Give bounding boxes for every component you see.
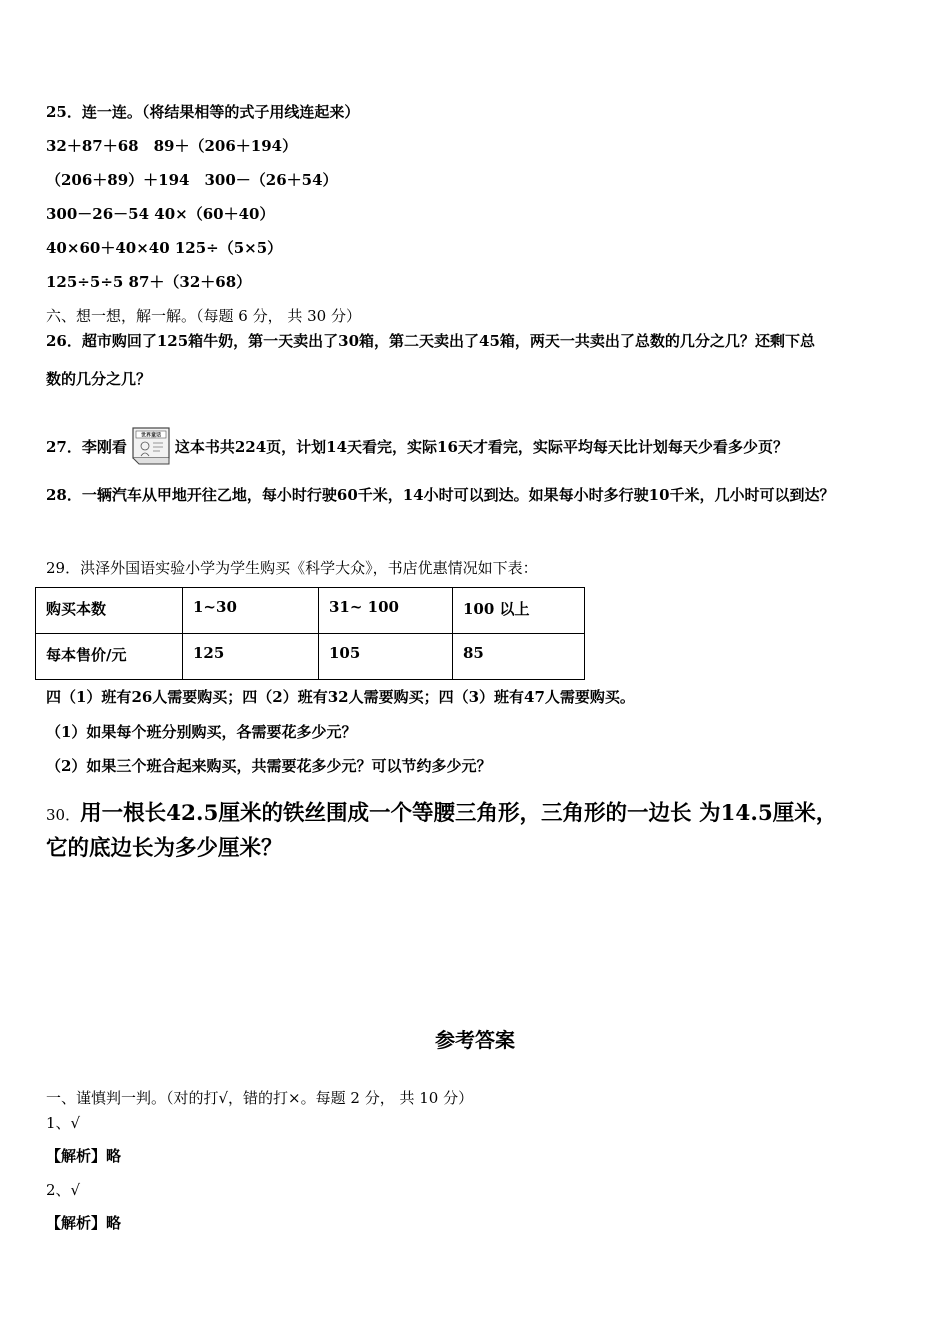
q30-line-2: 它的底边长为多少厘米？	[46, 836, 283, 861]
answer-1: 1、√	[46, 1114, 81, 1132]
table-cell: 100 以上	[453, 588, 585, 634]
q26-line-1: 26．超市购回了125箱牛奶，第一天卖出了30箱，第二天卖出了45箱，两天一共卖出了总数的几分之几？还剩下总	[46, 332, 815, 350]
q29-note: 四（1）班有26人需要购买；四（2）班有32人需要购买；四（3）班有47人需要购买。	[46, 688, 635, 706]
table-cell: 购买本数	[36, 588, 183, 634]
book-picture	[129, 426, 173, 466]
answers-heading: 参考答案	[435, 1028, 515, 1052]
q27	[46, 426, 788, 466]
q26-line-2: 数的几分之几？	[46, 370, 152, 388]
q29-sub-1: （1）如果每个班分别购买，各需要花多少元？	[46, 723, 357, 741]
q28: 28．一辆汽车从甲地开往乙地，每小时行驶60千米，14小时可以到达。如果每小时多行驶10千米，几小时可以到达？	[46, 486, 835, 504]
answers-section-1: 一、谨慎判一判。（对的打√，错的打×。每题 2 分， 共 10 分）	[46, 1089, 474, 1107]
table-cell: 105	[319, 634, 453, 680]
table-cell: 85	[453, 634, 585, 680]
q25-line-1: 32＋87＋68 89＋（206＋194）	[46, 137, 298, 155]
q29-title: 29．洪泽外国语实验小学为学生购买《科学大众》，书店优惠情况如下表：	[46, 559, 538, 577]
table-cell: 1~30	[183, 588, 319, 634]
q25-line-4: 40×60＋40×40 125÷（5×5）	[46, 239, 283, 257]
q30-line-1	[46, 797, 837, 832]
q30-text-1: 用一根长42.5厘米的铁丝围成一个等腰三角形，三角形的一边长 为14.5厘米，	[80, 801, 838, 826]
section-6-title: 六、想一想，解一解。（每题 6 分， 共 30 分）	[46, 307, 361, 325]
answer-2: 2、√	[46, 1181, 81, 1199]
q25-line-5: 125÷5÷5 87＋（32＋68）	[46, 273, 252, 291]
price-table	[35, 587, 585, 680]
q25-line-3: 300－26－54 40×（60＋40）	[46, 205, 275, 223]
table-row	[36, 634, 585, 680]
q30-number: 30．	[46, 806, 81, 824]
q27-text-after: 这本书共224页，计划14天看完，实际16天才看完，实际平均每天比计划每天少看多少页？	[174, 438, 788, 456]
q27-text-before: 27．李刚看	[46, 438, 127, 456]
table-row	[36, 588, 585, 634]
table-cell: 每本售价/元	[36, 634, 183, 680]
table-cell: 125	[183, 634, 319, 680]
answer-2-analysis: 【解析】略	[46, 1214, 122, 1232]
q25-line-2: （206＋89）＋194 300－（26＋54）	[46, 171, 338, 189]
book-cover-title: 世界童话	[140, 432, 161, 439]
q29-sub-2: （2）如果三个班合起来购买，共需要花多少元？可以节约多少元？	[46, 757, 492, 775]
table-cell: 31~ 100	[319, 588, 453, 634]
q25-title: 25．连一连。（将结果相等的式子用线连起来）	[46, 103, 360, 121]
answer-1-analysis: 【解析】略	[46, 1147, 122, 1165]
